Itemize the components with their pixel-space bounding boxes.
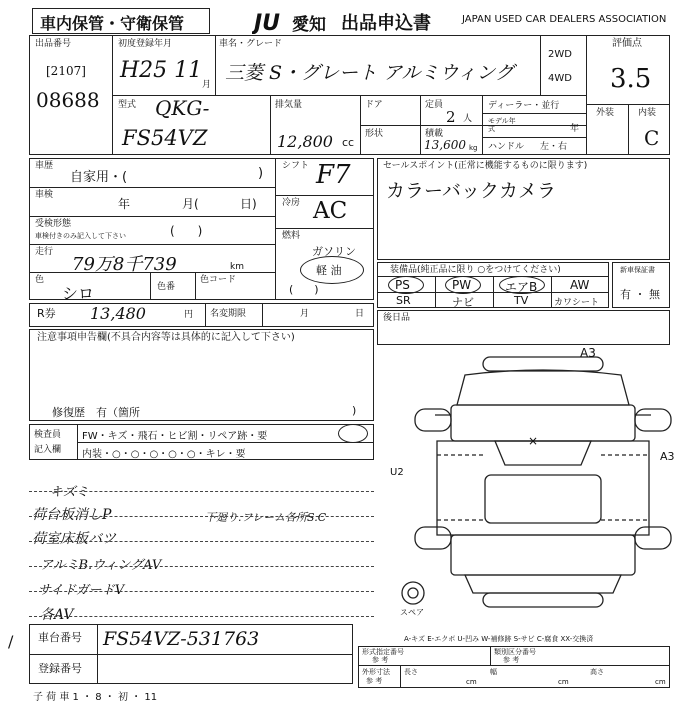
- height-unit: cm: [655, 678, 666, 686]
- inspector-interior-row: 内装・○・○・○・○・○・キレ・要: [82, 449, 246, 460]
- score-label: 評価点: [612, 38, 642, 49]
- handwritten-note-2: 荷台板消しP: [32, 507, 112, 523]
- model-name-value: 三菱 S・グレート アルミウィング: [225, 62, 514, 84]
- first-registration-month: 月: [202, 80, 212, 90]
- length-label: 長さ: [404, 668, 418, 676]
- equip-tv: TV: [514, 294, 529, 307]
- repair-history-label: 修復歴 有（箇所: [52, 406, 140, 419]
- name-change-label: 名変期限: [210, 309, 247, 319]
- notes-label: 注意事項申告欄(不具合内容等は具体的に記入して下さい): [37, 332, 295, 343]
- model-type-line2: FS54VZ: [122, 126, 208, 150]
- exterior-label: 外装: [596, 108, 615, 118]
- fuel-label: 燃料: [282, 231, 301, 241]
- handle-options: 左・右: [540, 142, 568, 152]
- lot-number: 08688: [36, 88, 100, 112]
- diagram-mark-u2: U2: [390, 467, 404, 478]
- height-label: 高さ: [590, 668, 604, 676]
- interior-grade: C: [644, 126, 660, 150]
- receiving-type-paren: ( ): [170, 224, 203, 238]
- score-value: 3.5: [610, 64, 652, 94]
- document-title: 出品申込書: [341, 13, 431, 34]
- drive-2wd: 2WD: [548, 49, 572, 60]
- type-designation-label: 形式指定番号: [362, 648, 404, 656]
- color-label: 色: [35, 275, 45, 285]
- diagram-mark-a3-right: A3: [660, 450, 675, 463]
- chassis-value: FS54VZ-531763: [103, 628, 260, 650]
- outer-size-ref-label: 参 考: [366, 677, 383, 685]
- footer-text: 子 荷 車 1 ・ 8 ・ 初 ・ 11: [33, 692, 158, 703]
- fuel-paren: ( ): [289, 283, 319, 296]
- sales-point-box: [377, 158, 670, 260]
- category-label: 類別区分番号: [494, 648, 536, 656]
- color-number-label: 色番: [157, 282, 176, 292]
- chassis-label: 車台番号: [38, 631, 82, 644]
- equip-ps: PS: [395, 278, 410, 292]
- model-year-label: モデル年式: [488, 117, 516, 133]
- diagram-mark-x: ×: [528, 434, 539, 448]
- recycle-value: 13,480: [90, 304, 146, 323]
- recycle-unit: 円: [184, 310, 194, 320]
- recycle-row: [29, 303, 374, 327]
- recycle-label: R券: [37, 307, 56, 320]
- handle-label: ハンドル: [488, 142, 525, 152]
- model-type-line1: QKG-: [155, 96, 210, 120]
- color-value: シロ: [62, 284, 95, 303]
- displacement-label: 排気量: [275, 100, 303, 110]
- inspection-year: 年: [118, 197, 131, 211]
- owner-label: 後日品: [383, 313, 411, 323]
- history-close: ): [258, 166, 264, 181]
- ju-logo: [252, 8, 292, 34]
- equip-ring-ps: [388, 276, 424, 294]
- equip-sr: SR: [396, 294, 411, 307]
- registration-label: 登録番号: [38, 662, 82, 675]
- equip-aw: AW: [570, 278, 590, 292]
- handwritten-note-6: 各AV: [40, 607, 74, 623]
- owner-box: [377, 310, 670, 345]
- vehicle-damage-diagram: [395, 345, 685, 625]
- model-type-label: 型式: [118, 100, 137, 110]
- mileage-unit: km: [230, 262, 244, 272]
- dealer-label: ディーラー・並行: [488, 101, 560, 111]
- handwritten-note-3: 荷室床板バツ: [32, 531, 116, 547]
- fuel-gasoline: ガソリン: [312, 245, 356, 258]
- history-label: 車歴: [35, 161, 54, 171]
- equip-ring-airbag: [499, 276, 545, 294]
- mileage-label: 走行: [35, 247, 54, 257]
- handwritten-note-5: サイドガードV: [38, 583, 125, 598]
- load-label: 積載: [425, 129, 444, 139]
- category-ref-label: 参 考: [503, 656, 520, 664]
- load-unit: kg: [469, 144, 478, 152]
- doors-label: ドア: [365, 100, 383, 110]
- repair-history-close: ): [352, 404, 357, 417]
- handwritten-note-1: キズミ: [50, 485, 89, 500]
- receiving-type-note: 車検付きのみ記入して下さい: [35, 232, 126, 240]
- spare-tire-label: スペア: [400, 608, 424, 617]
- model-name-label: 車名・グレード: [219, 39, 283, 49]
- shape-label: 形状: [365, 129, 384, 139]
- damage-legend: A-キズ E-エクボ U-凹み W-補修跡 S-サビ C-腐食 XX-交換済: [404, 635, 594, 643]
- equip-navi: ナビ: [452, 296, 474, 309]
- inspector-entry-label: 記入欄: [34, 445, 62, 455]
- name-change-day: 日: [355, 309, 365, 319]
- equip-pw: PW: [452, 278, 472, 292]
- displacement-unit: cc: [342, 136, 355, 149]
- shift-label: シフト: [282, 161, 310, 171]
- org-name: 愛知: [292, 15, 326, 35]
- sales-point-label: セールスポイント(正常に機能するものに限ります): [383, 161, 588, 171]
- capacity-label: 定員: [425, 100, 444, 110]
- length-unit: cm: [466, 678, 477, 686]
- inspection-day: 日): [240, 197, 257, 211]
- warranty-label: 新車保証書: [620, 266, 655, 274]
- ac-value: AC: [313, 198, 348, 224]
- handwritten-note-4: アルミB.ウィングAV: [40, 558, 162, 573]
- model-year-unit: 年: [570, 124, 580, 134]
- type-ref-label: 参 考: [372, 656, 389, 664]
- ju-logo-icon: [252, 8, 292, 34]
- receiving-type-label: 受検形態: [35, 219, 72, 229]
- width-unit: cm: [558, 678, 569, 686]
- storage-note: 車内保管・守衛保管: [40, 14, 185, 33]
- shift-value: F7: [316, 160, 351, 190]
- ac-label: 冷房: [282, 198, 301, 208]
- displacement-value: 12,800: [277, 132, 333, 151]
- outer-size-label: 外形寸法: [362, 668, 390, 676]
- sales-point-value: カラーバックカメラ: [386, 180, 557, 202]
- load-value: 13,600: [424, 138, 466, 152]
- capacity-unit: 人: [463, 114, 473, 124]
- org-name-en: JAPAN USED CAR DEALERS ASSOCIATION: [462, 14, 667, 25]
- mileage-value: 79万8千739: [72, 254, 177, 275]
- inspector-exterior-row: FW・キズ・飛石・ヒビ割・リペア跡・要: [82, 431, 268, 442]
- diagram-mark-a3-top: A3: [580, 346, 596, 360]
- warranty-value: 有 ・ 無: [620, 288, 660, 301]
- inspector-mark-ring: [338, 424, 368, 443]
- equip-cloth-seat: カワシート: [554, 298, 600, 308]
- color-code-label: 色コード: [200, 275, 237, 285]
- name-change-month: 月: [300, 309, 310, 319]
- width-label: 幅: [490, 668, 497, 676]
- svg-text:JU: JU: [254, 11, 281, 34]
- history-value: 自家用・(: [70, 170, 128, 185]
- first-registration-label: 初度登録年月: [118, 39, 173, 49]
- drive-4wd: 4WD: [548, 73, 572, 84]
- lot-bracket: [2107]: [46, 64, 86, 78]
- equip-airbag: エアB: [505, 280, 538, 294]
- underside-note: 下廻り.フレーム各所S.C: [205, 511, 327, 524]
- equip-ring-pw: [445, 276, 481, 294]
- lot-number-label: 出品番号: [35, 39, 72, 49]
- inspection-month: 月(: [182, 197, 199, 211]
- inspection-label: 車検: [35, 190, 54, 200]
- capacity-value: 2: [446, 108, 456, 126]
- fuel-diesel: 軽 油: [316, 264, 342, 277]
- inspector-label: 検査員: [34, 430, 62, 440]
- interior-label: 内装: [638, 108, 657, 118]
- first-registration-value: H25 11: [120, 58, 203, 83]
- equipment-label: 装備品(純正品に限り ○をつけてください): [390, 265, 561, 275]
